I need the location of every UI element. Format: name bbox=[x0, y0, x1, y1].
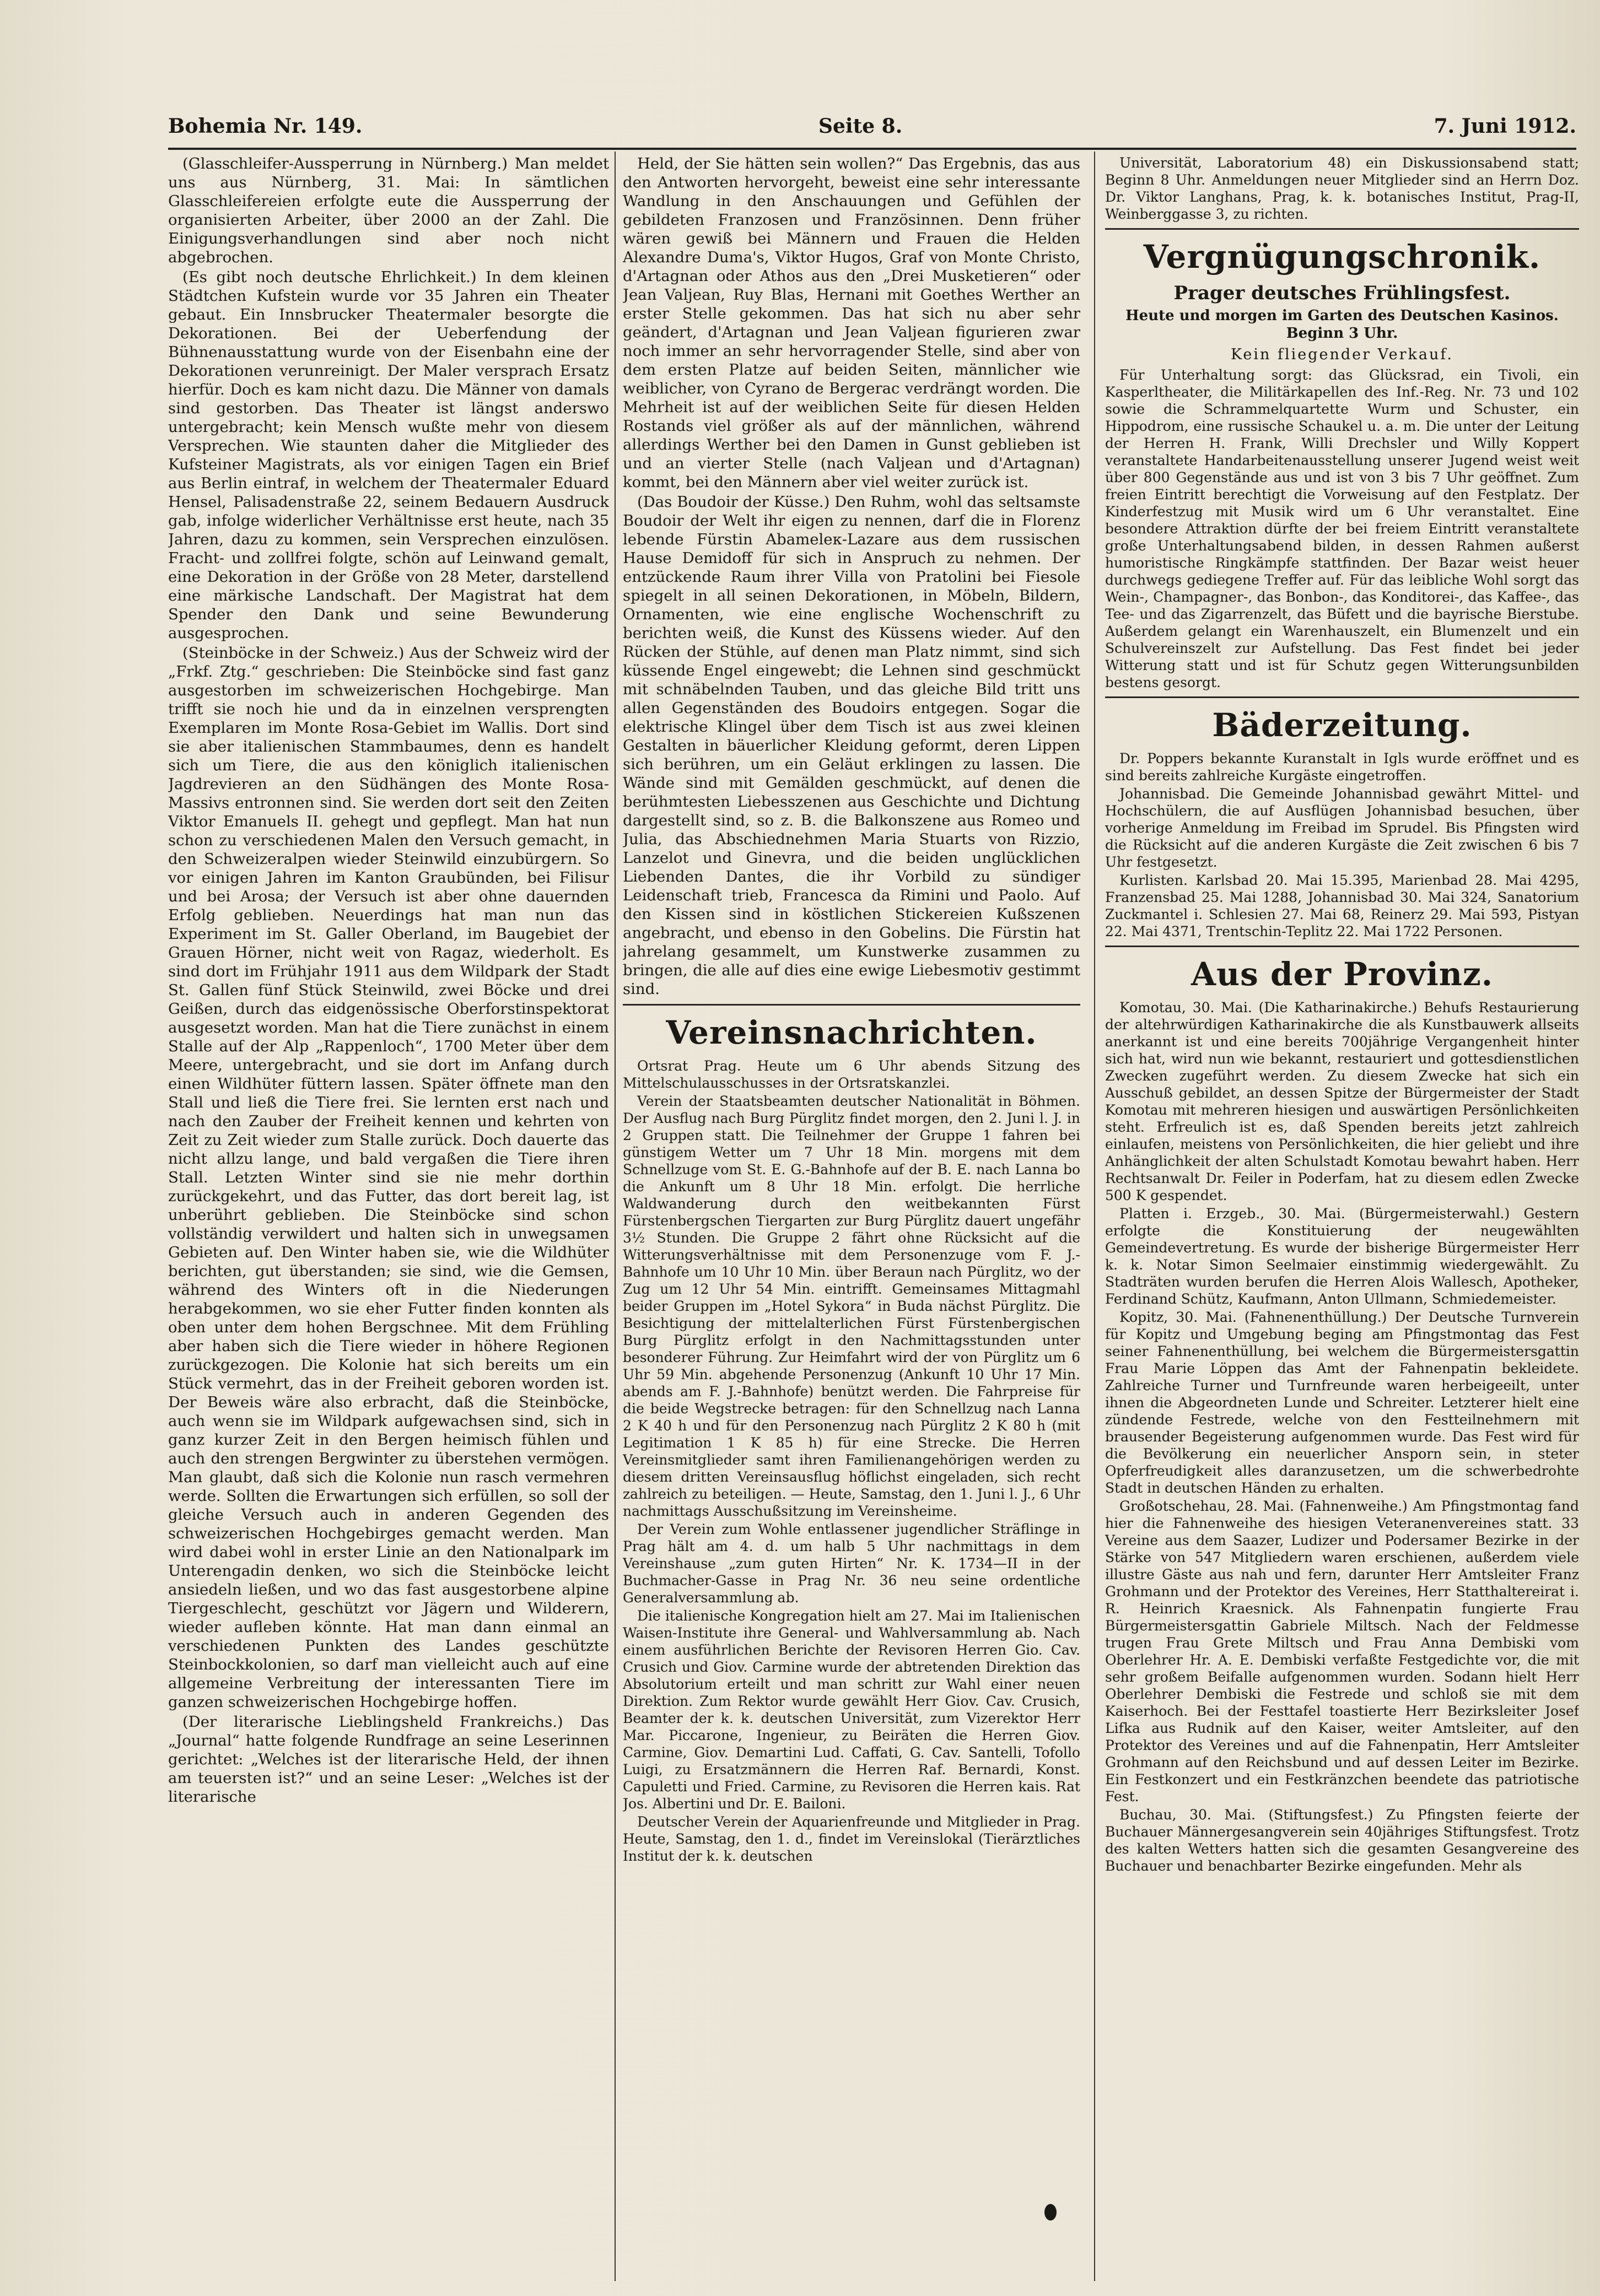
column-divider bbox=[615, 152, 616, 2281]
provinz-item: Großotschehau, 28. Mai. (Fahnenweihe.) Am Pfingstmontag fand hier die Fahnenweihe des hiesigen Veteranenvereines statt. 33 Vereine aus dem Saazer, Ludizer und Podersamer Bezirke in der Stärke von 547 Mitgliedern waren erschienen, außerdem viele illustre Gäste aus nah und fern, darunter Herr Amtsleiter Franz Grohmann und der Protektor des Vereines, Herr Statthaltereirat i. R. Heinrich Kraesnick. Als Fahnenpatin fungierte Frau Bürgermeistersgattin Gabriele Miltsch. Nach der Feldmesse trugen Frau Grete Miltsch und Frau Anna Dembiski vom Oberlehrer Hr. A. E. Dembiski verfaßte Festgedichte vor, die mit sehr großem Beifalle aufgenommen wurden. Sodann hielt Herr Oberlehrer Dembiski die Festrede und schloß sie mit dem Kaiserhoch. Bei der Festtafel toastierte Herr Bezirksleiter Josef Lifka aus Rudnik auf den Kaiser, weiter Amtsleiter, auf den Protektor des Vereines und auf die Fahnenpatin, Herr Amtsleiter Grohmann auf den Reichsbund und auf dessen Leiter im Bezirke. Ein Festkonzert und ein Festkränzchen beendete das patriotische Fest. bbox=[1105, 1498, 1579, 1805]
baeder-item: Dr. Poppers bekannte Kuranstalt in Igls wurde eröffnet und es sind bereits zahlreiche Kurgäste eingetroffen. bbox=[1105, 750, 1579, 784]
header-date: 7. Juni 1912. bbox=[1434, 115, 1576, 138]
column-1 bbox=[168, 154, 609, 2281]
section-title-vereinsnachrichten: Vereinsnachrichten. bbox=[666, 1014, 1037, 1051]
header-publication: Bohemia Nr. 149. bbox=[168, 115, 363, 138]
section-rule bbox=[1105, 228, 1579, 230]
section-title-provinz: Aus der Provinz. bbox=[1190, 955, 1494, 993]
column-3 bbox=[1105, 154, 1579, 2281]
article-lieblingsheld: (Der literarische Lieblingsheld Frankreichs.) Das „Journal“ hatte folgende Rundfrage an seine Leserinnen gerichtet: „Welches ist der literarische Held, der ihnen am teuersten ist?“ und an seine Leser: „Welches ist der literarische bbox=[168, 1713, 609, 1806]
section-rule bbox=[623, 1004, 1080, 1006]
section-rule bbox=[1105, 696, 1579, 698]
article-steinboecke: (Steinböcke in der Schweiz.) Aus der Schweiz wird der „Frkf. Ztg.“ geschrieben: Die Steinböcke sind fast ganz ausgestorben im schweizerischen Hochgebirge. Man trifft sie noch hie und da in einzelnen versprengten Exemplaren im Monte Rosa-Gebiet im Wallis. Dort sind sie aber italienischen Stammbaumes, denn es handelt sich um Tiere, die aus den königlich italienischen Jagdrevieren an den Südhängen des Monte Rosa-Massivs entronnen sind. Sie werden dort seit den Zeiten Viktor Emanuels II. gehegt und gepflegt. Man hat nun schon zu verschiedenen Malen den Versuch gemacht, in den Schweizeralpen wieder Steinwild einzubürgern. So vor einigen Jahren im Kanton Graubünden, bei Filisur und bei Arosa; der Versuch ist aber ohne dauernden Erfolg geblieben. Neuerdings hat man nun das Experiment im St. Galler Oberland, im Baugebiet der Grauen Hörner, nicht weit von Ragaz, wiederholt. Es sind dort im Frühjahr 1911 aus dem Wildpark der Stadt St. Gallen fünf Stück Steinwild, zwei Böcke und drei Geißen, durch das eidgenössische Oberforstinspektorat ausgesetzt worden. Man hat die Tiere zunächst in einem Stalle auf der Alp „Rappenloch“, 1700 Meter über dem Meere, untergebracht, und sie dort im Anfang durch einen Wildhüter füttern lassen. Später öffnete man den Stall und ließ die Tiere frei. Sie lernten erst nach und nach den Zauber der Freiheit kennen und kehrten von Zeit zu Zeit wieder zum Stalle zurück. Doch dauerte das nicht allzu lange, und bald vergaßen die Tiere ihren Stall. Letzten Winter sind sie nie mehr dorthin zurückgekehrt, und das Futter, das dort bereit lag, ist unberührt geblieben. Die Steinböcke sind schon vollständig verwildert und halten sich in unwegsamen Gebieten auf. Den Winter haben sie, wie die Wildhüter berichten, gut überstanden; sie sind, wie die Gemsen, während des Winters oft in die Niederungen herabgekommen, wo sie eher Futter finden konnten als oben unter dem hohen Bergschnee. Mit dem Frühling aber haben sich die Tiere wieder in höhere Regionen zurückgezogen. Die Kolonie hat sich bereits um ein Stück vermehrt, das in der Freiheit geboren worden ist. Der Beweis wäre also erbracht, daß die Steinböcke, auch wenn sie im Wildpark aufgewachsen sind, sich in ganz kurzer Zeit in den Bergen heimisch fühlen und auch den strengen Bergwinter zu überstehen vermögen. Man glaubt, daß sich die Kolonie nun rasch vermehren werde. Sollten die Erwartungen sich erfüllen, so soll der gleiche Versuch auch in anderen Gegenden des schweizerischen Hochgebirges gemacht werden. Man wird dabei wohl in erster Linie an den Nationalpark im Unterengadin denken, wo sich die Steinböcke leicht ansiedeln ließen, und wo das fast ausgestorbene alpine Tiergeschlecht, geschützt vor Jägern und Wilderern, wieder aufleben könnte. Hat man dann einmal an verschiedenen Punkten des Landes geschützte Steinbockkolonien, so darf man vielleicht auch auf eine allgemeine Verbreitung der interessanten Tiere im ganzen schweizerischen Hochgebirge hoffen. bbox=[168, 644, 609, 1711]
baeder-item: Johannisbad. Die Gemeinde Johannisbad gewährt Mittel- und Hochschülern, die auf Ausflügen Johannisbad besuchen, über vorherige Anmeldung im Freibad im Sprudel. Bis Pfingsten wird die Rücksicht auf die anderen Kurgäste die Zeit zwischen 6 bis 7 Uhr festgesetzt. bbox=[1105, 786, 1579, 870]
header-rule bbox=[168, 148, 1576, 150]
verein-item: Die italienische Kongregation hielt am 27. Mai im Italienischen Waisen-Institute ihre General- und Wahlversammlung ab. Nach einem ausführlichen Berichte der Revisoren Herren Gio. Cav. Crusich und Giov. Carmine wurde der abtretenden Direktion das Absolutorium erteilt und man schritt zur Wahl einer neuen Direktion. Zum Rektor wurde gewählt Herr Giov. Cav. Crusich, Beamter der k. k. deutschen Universität, zum Vizerektor Herr Mar. Piccarone, Ingenieur, zu Beiräten die Herren Giov. Carmine, Giov. Demartini Lud. Caffati, G. Cav. Santelli, Tofollo Luigi, zu Ersatzmännern die Herren Raf. Bernardi, Konst. Capuletti und Fried. Carmine, zu Revisoren die Herren kais. Rat Jos. Albertini und Dr. E. Bailoni. bbox=[623, 1608, 1080, 1812]
fest-note: Kein fliegender Verkauf. bbox=[1230, 346, 1454, 363]
header-page-number: Seite 8. bbox=[818, 115, 903, 138]
verein-item: Verein der Staatsbeamten deutscher Nationalität in Böhmen. Der Ausflug nach Burg Pürglitz findet morgen, den 2. Juni l. J. in 2 Gruppen statt. Die Teilnehmer der Gruppe 1 fahren bei günstigem Wetter um 7 Uhr 18 Min. morgens mit dem Schnellzuge vom St. E. G.-Bahnhofe auf der B. E. nach Lanna bo die Ankunft um 8 Uhr 18 Min. erfolgt. Die herrliche Waldwanderung durch den weitbekannten Fürst Fürstenbergschen Tiergarten zur Burg Pürglitz dauert ungefähr 3½ Stunden. Die Gruppe 2 fährt ohne Rücksicht auf die Witterungsverhältnisse mit dem Personenzuge vom F. J.-Bahnhofe um 10 Uhr 10 Min. über Beraun nach Pürglitz, wo der Zug um 12 Uhr 54 Min. eintrifft. Gemeinsames Mittagmahl beider Gruppen im „Hotel Sykora“ in Buda nächst Pürglitz. Die Besichtigung der mittelalterlichen Fürst Fürstenbergischen Burg Pürglitz erfolgt in den Nachmittagsstunden unter besonderer Führung. Zur Heimfahrt wird der von Pürglitz um 6 Uhr 59 Min. abgehende Personenzug (Ankunft 10 Uhr 17 Min. abends am F. J.-Bahnhofe) benützt werden. Die Fahrpreise für die beide Wegstrecke betragen: für den Schnellzug nach Lanna 2 K 40 h und für den Personenzug nach Pürglitz 2 K 80 h (mit Legitimation 1 K 85 h) für eine Strecke. Die Herren Vereinsmitglieder samt ihren Familienangehörigen werden zu diesem dritten Vereinsausflug höflichst eingeladen, sich recht zahlreich zu beteiligen. — Heute, Samstag, den 1. Juni l. J., 6 Uhr nachmittags Ausschußsitzung im Vereinsheime. bbox=[623, 1093, 1080, 1519]
verein-item: Ortsrat Prag. Heute um 6 Uhr abends Sitzung des Mittelschulausschusses in der Ortsratskanzlei. bbox=[623, 1058, 1080, 1091]
fest-text: Für Unterhaltung sorgt: das Glücksrad, ein Tivoli, ein Kasperltheater, die Militärkapellen des Inf.-Reg. Nr. 73 und 102 sowie die Schrammelquartette Wurm und Schuster, ein Hippodrom, eine russische Schaukel u. a. m. Die unter der Leitung der Herren H. Frank, Willi Drechsler und Willy Koppert veranstaltete Handarbeitenausstellung unserer Jugend weist weit über 800 Gegenstände aus und ist von 3 bis 7 Uhr geöffnet. Zum freien Eintritt berechtigt die Vorweisung auf den Festplatz. Der Kinderfestzug mit Musik wird um 6 Uhr veranstaltet. Eine besondere Attraktion dürfte der bei freiem Eintritt veranstaltete große Unterhaltungsabend bilden, in dessen Rahmen außerst humoristische Ringkämpfe stattfinden. Der Bazar weist heuer durchwegs gediegene Treffer auf. Für das leibliche Wohl sorgt das Wein-, Champagner-, das Bonbon-, das Konditorei-, das Kaffee-, das Tee- und das Zigarrenzelt, das Büfett und die bayrische Bierstube. Außerdem gelangt ein Warenhauszelt, ein Blumenzelt und ein Schulvereinszelt zur Aufstellung. Das Fest findet bei jeder Witterung statt und ist für Schutz gegen Witterungsunbilden bestens gesorgt. bbox=[1105, 367, 1579, 690]
fest-title: Prager deutsches Frühlingsfest. bbox=[1173, 282, 1511, 304]
section-title-baederzeitung: Bäderzeitung. bbox=[1212, 706, 1472, 744]
fest-subtitle: Heute und morgen im Garten des Deutschen Kasinos. Beginn 3 Uhr. bbox=[1125, 307, 1559, 342]
ink-blot bbox=[1044, 2204, 1057, 2221]
verein-item-cont: Universität, Laboratorium 48) ein Diskussionsabend statt; Beginn 8 Uhr. Anmeldungen neuer Mitglieder sind an Herrn Doz. Dr. Viktor Langhans, Prag, k. k. botanisches Institut, Prag-II, Weinberggasse 3, zu richten. bbox=[1105, 155, 1579, 222]
article-glasschleifer: (Glasschleifer-Aussperrung in Nürnberg.) Man meldet uns aus Nürnberg, 31. Mai: In sämtlichen Glasschleifereien erfolgte eute die Aussperrung der organisierten Arbeiter, über 2000 an der Zahl. Die Einigungsverhandlungen sind aber noch nicht abgebrochen. bbox=[168, 155, 609, 266]
article-boudoir: (Das Boudoir der Küsse.) Den Ruhm, wohl das seltsamste Boudoir der Welt ihr eigen zu nennen, darf die in Florenz lebende Fürstin Abameleк-Lazare aus dem russischen Hause Demidoff für sich in Anspruch zu nehmen. Der entzückende Raum ihrer Villa von Pratolini bei Fiesole spiegelt in all seinen Dekorationen, in Möbeln, Bildern, Ornamenten, wie eine englische Wochenschrift zu berichten weiß, die Kunst des Küssens wieder. Auf den Rücken der Stühle, auf denen man Platz nimmt, sind sich küssende Engel eingewebt; die Lehnen sind geschmückt mit schnäbelnden Tauben, und das gleiche Bild tritt uns allen Gegenständen des Boudoirs entgegen. Sogar die elektrische Klingel über dem Tisch ist aus zwei kleinen Gestalten in bäuerlicher Kleidung geformt, deren Lippen sich berühren, um ein Geläut erklingen zu lassen. Die Wände sind mit Gemälden geschmückt, auf denen die berühmtesten Liebesszenen aus Geschichte und Dichtung dargestellt sind, so z. B. die Balkonszene aus Romeo und Julia, das Abschiednehmen Maria Stuarts von Rizzio, Lanzelot und Ginevra, und die beiden unglücklichen Liebenden Dantes, die ihr Vorbild zu sündiger Leidenschaft trieb, Francesca da Rimini und Paolo. Auf den Kissen sind in köstlichen Stickereien Kußszenen angebracht, und ebenso in den Gobelins. Die Fürstin hat jahrelang gesammelt, um Kunstwerke zusammen zu bringen, die alle auf dies eine ewige Liebesmotiv gestimmt sind. bbox=[623, 493, 1080, 998]
article-ehrlichkeit: (Es gibt noch deutsche Ehrlichkeit.) In dem kleinen Städtchen Kufstein wurde vor 35 Jahren ein Theater gebaut. Ein Innsbrucker Theatermaler besorgte die Dekorationen. Bei der Ueberfendung der Bühnenausstattung wurde von der Eisenbahn eine der Dekorationen verunreinigt. Der Maler versprach Ersatz hierfür. Doch es kam nicht dazu. Die Männer von damals sind gestorben. Das Theater ist längst anderswo untergebracht; kein Mensch wußte mehr von diesem Versprechen. Wie staunten daher die Mitglieder des Kufsteiner Magistrats, als vor einigen Tagen ein Brief aus Berlin eintraf, in welchem der Theatermaler Eduard Hensel, Palisadenstraße 22, seinem Bedauern Ausdruck gab, infolge widerlicher Verhältnisse erst heute, nach 35 Jahren, dazu zu kommen, sein Versprechen einzulösen. Fracht- und zollfrei folgte, schön auf Leinwand gemalt, eine Dekoration in der Größe von 28 Meter, darstellend eine märkische Landschaft. Der Magistrat hat dem Spender den Dank und seine Bewunderung ausgesprochen. bbox=[168, 268, 609, 642]
provinz-item: Komotau, 30. Mai. (Die Katharinakirche.) Behufs Restaurierung der altehrwürdigen Katharinakirche die als Kunstbauwerk allseits anerkannt ist und eine bereits 700jährige Vergangenheit hinter sich hat, wird nun wie bekannt, restauriert und gottesdienstlichen Zwecken zugeführt werden. Zu diesem Zwecke hat sich ein Ausschuß gebildet, an dessen Spitze der Bürgermeister der Stadt Komotau mit mehreren hiesigen und auswärtigen Persönlichkeiten steht. Erfreulich ist es, daß Spenden bereits jetzt zahlreich einlaufen, meistens von Persönlichkeiten, die hier geliebt und ihre Anhänglichkeit der alten Schulstadt Komotau bewahrt haben. Herr Rechtsanwalt Dr. Feiler in Poderfam, hat zu diesem edlen Zwecke 500 K gespendet. bbox=[1105, 1000, 1579, 1203]
baeder-item: Kurlisten. Karlsbad 20. Mai 15.395, Marienbad 28. Mai 4295, Franzensbad 25. Mai 1288, Johannisbad 30. Mai 324, Sanatorium Zuckmantel i. Schlesien 27. Mai 68, Reinerz 29. Mai 593, Pistyan 22. Mai 4371, Trentschin-Teplitz 22. Mai 1722 Personen. bbox=[1105, 872, 1579, 939]
article-lieblingsheld-cont: Held, der Sie hätten sein wollen?“ Das Ergebnis, das aus den Antworten hervorgeht, beweist eine sehr interessante Wandlung in den Anschauungen und Gefühlen der gebildeten Franzosen und Französinnen. Denn früher wären gewiß bei Männern und Frauen die Helden Alexandre Duma's, Viktor Hugos, Graf von Monte Christo, d'Artagnan oder Athos aus den „Drei Musketieren“ oder Jean Valjean, Ruy Blas, Hernani mit Goethes Werther an erster Stelle gekommen. Das hat sich nu aber sehr geändert, d'Artagnan und Jean Valjean figurieren zwar noch immer an sehr hervorragender Stelle, sind aber von dem ersten Platze auf beiden Seiten, männlicher wie weiblicher, von Cyrano de Bergerac verdrängt worden. Die Mehrheit ist auf der weiblichen Seite für diesen Helden Rostands viel größer als auf der männlichen, während allerdings Werther bei den Damen in Gunst geblieben ist und an vierter Stelle (nach Valjean und d'Artagnan) kommt, bei den Männern aber viel weiter zurück ist. bbox=[623, 155, 1080, 491]
section-title-vergnuegungschronik: Vergnügungschronik. bbox=[1143, 238, 1541, 275]
section-rule bbox=[1105, 946, 1579, 947]
verein-item: Deutscher Verein der Aquarienfreunde und Mitglieder in Prag. Heute, Samstag, den 1. d., findet im Vereinslokal (Tierärztliches Institut der k. k. deutschen bbox=[623, 1814, 1080, 1864]
column-divider bbox=[1094, 152, 1095, 2281]
provinz-item: Kopitz, 30. Mai. (Fahnenenthüllung.) Der Deutsche Turnverein für Kopitz und Umgebung beging am Pfingstmontag das Fest seiner Fahnenenthüllung, bei welchem die Bürgermeistersgattin Frau Marie Löppen das Amt der Fahnenpatin bekleidete. Zahlreiche Turner und Turnfreunde waren herbeigeeilt, unter ihnen die Abgeordneten Lunde und Schreiter. Letzterer hielt eine zündende Festrede, welche von den Festteilnehmern mit brausender Begeisterung aufgenommen wurde. Das Fest wird für die Bevölkerung ein neuerlicher Ansporn sein, in steter Opferfreudigkeit alles daranzusetzen, um die schwerbedrohte Stadt in deutschen Händen zu erhalten. bbox=[1105, 1309, 1579, 1496]
verein-item: Der Verein zum Wohle entlassener jugendlicher Sträflinge in Prag hält am 4. d. um halb 5 Uhr nachmittags in dem Vereinshause „zum guten Hirten“ Nr. K. 1734—II in der Buchmacher-Gasse in Prag Nr. 36 neu seine ordentliche Generalversammlung ab. bbox=[623, 1521, 1080, 1606]
column-2 bbox=[623, 154, 1080, 2281]
provinz-item: Buchau, 30. Mai. (Stiftungsfest.) Zu Pfingsten feierte der Buchauer Männergesangverein sein 40jähriges Stiftungsfest. Trotz des kalten Wetters hatten sich die gesamten Gesangvereine des Buchauer und benachbarter Bezirke eingefunden. Mehr als bbox=[1105, 1807, 1579, 1874]
provinz-item: Platten i. Erzgeb., 30. Mai. (Bürgermeisterwahl.) Gestern erfolgte die Konstituierung der neugewählten Gemeindevertretung. Es wurde der bisherige Bürgermeister Herr k. k. Notar Simon Seelmaier einstimmig wiedergewählt. Zu Stadträten wurden berufen die Herren Alois Wallesch, Apotheker, Ferdinand Schütz, Kaufmann, Anton Ullmann, Schmiedemeister. bbox=[1105, 1206, 1579, 1307]
page-header bbox=[168, 115, 1576, 148]
